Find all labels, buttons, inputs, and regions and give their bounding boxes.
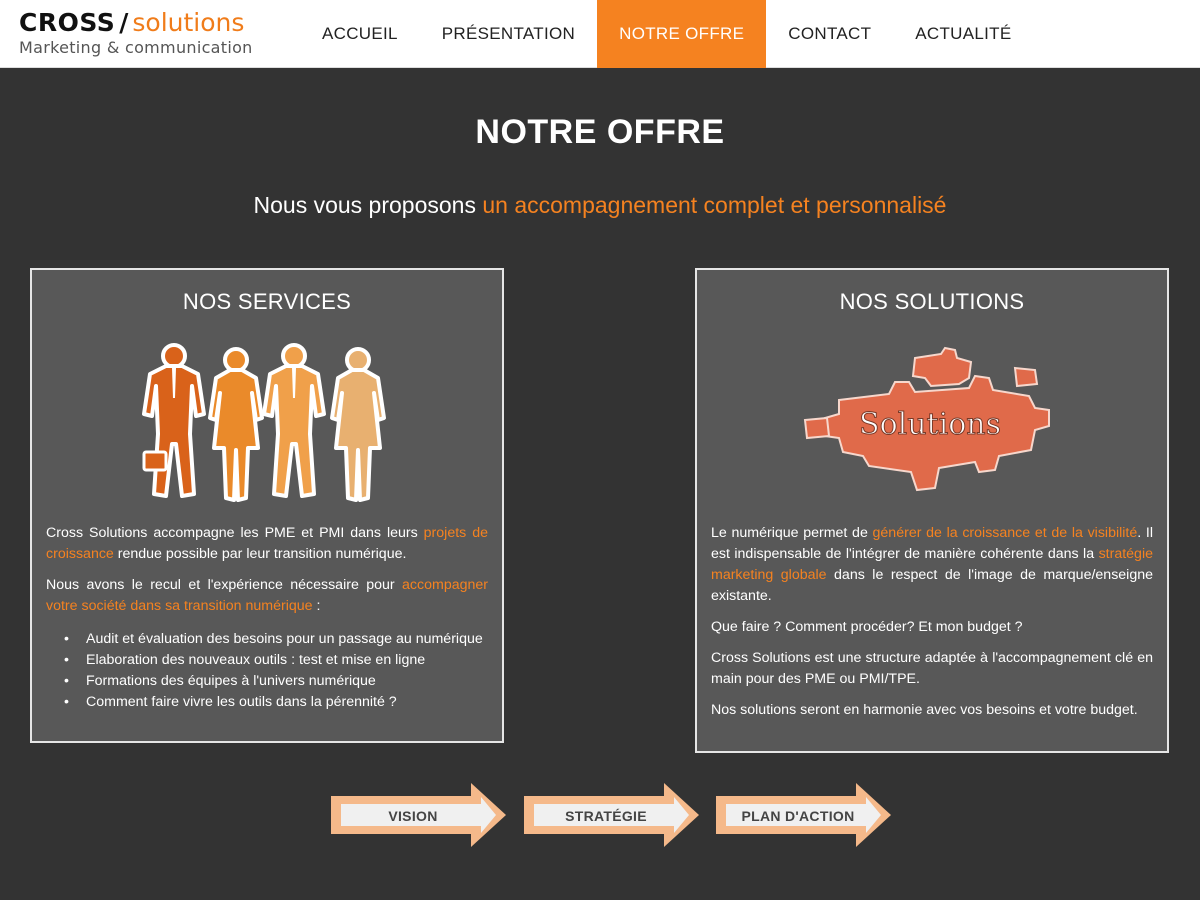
services-text <box>46 523 488 713</box>
step-label: STRATÉGIE <box>565 808 647 824</box>
services-paragraph-2: Nous avons le recul et l'expérience nécessaire pour accompagner votre société dans sa transition numérique : <box>46 577 488 614</box>
business-people-illustration <box>136 340 402 511</box>
site-header <box>0 0 1200 68</box>
solutions-paragraph-1: Le numérique permet de générer de la croissance et de la visibilité. Il est indispensable de l'intégrer de manière cohérente dans la stratégie marketing globale dans le respect de l'image de marque/enseigne existante. <box>711 525 1153 604</box>
nav-item-actualite[interactable]: ACTUALITÉ <box>915 24 1012 43</box>
services-box <box>30 268 504 743</box>
nav-item-notre-offre[interactable]: NOTRE OFFRE <box>597 0 766 68</box>
step-arrow-plan-action[interactable] <box>716 783 891 847</box>
step-label: VISION <box>388 808 438 824</box>
step-label: PLAN D'ACTION <box>741 808 855 824</box>
solutions-image-text: Solutions <box>859 407 1001 442</box>
main-nav <box>300 0 1033 68</box>
services-paragraph-1: Cross Solutions accompagne les PME et PMI dans leurs projets de croissance rendue possible par leur transition numérique. <box>46 525 488 562</box>
solutions-paragraph-4: Nos solutions seront en harmonie avec vos besoins et votre budget. <box>711 702 1138 718</box>
logo-wordmark: CROSS / solutions <box>19 8 245 37</box>
solutions-title: NOS SOLUTIONS <box>839 289 1025 314</box>
solutions-box <box>695 268 1169 753</box>
services-list <box>64 629 488 713</box>
list-item: • Elaboration des nouveaux outils : test et mise en ligne <box>64 650 488 671</box>
nav-item-presentation[interactable]: PRÉSENTATION <box>441 24 576 43</box>
step-arrow-strategie[interactable] <box>524 783 699 847</box>
solutions-paragraph-2: Que faire ? Comment procéder? Et mon budget ? <box>711 619 1023 635</box>
services-title: NOS SERVICES <box>182 289 352 314</box>
page-subtitle: Nous vous proposons un accompagnement complet et personnalisé <box>253 192 947 218</box>
site-logo[interactable] <box>19 7 279 63</box>
puzzle-solutions-illustration <box>799 338 1059 509</box>
solutions-text <box>711 523 1153 731</box>
step-arrow-vision[interactable] <box>331 783 506 847</box>
list-item: • Audit et évaluation des besoins pour un passage au numérique <box>64 629 488 650</box>
nav-item-contact[interactable]: CONTACT <box>788 24 872 43</box>
page-title: NOTRE OFFRE <box>475 113 725 151</box>
logo-tagline: Marketing & communication <box>19 38 253 57</box>
nav-item-accueil[interactable]: ACCUEIL <box>322 24 398 43</box>
list-item: • Comment faire vivre les outils dans la pérennité ? <box>64 692 488 713</box>
list-item: • Formations des équipes à l'univers numérique <box>64 671 488 692</box>
solutions-paragraph-3: Cross Solutions est une structure adaptée à l'accompagnement clé en main pour des PME ou PMI/TPE. <box>711 650 1153 687</box>
